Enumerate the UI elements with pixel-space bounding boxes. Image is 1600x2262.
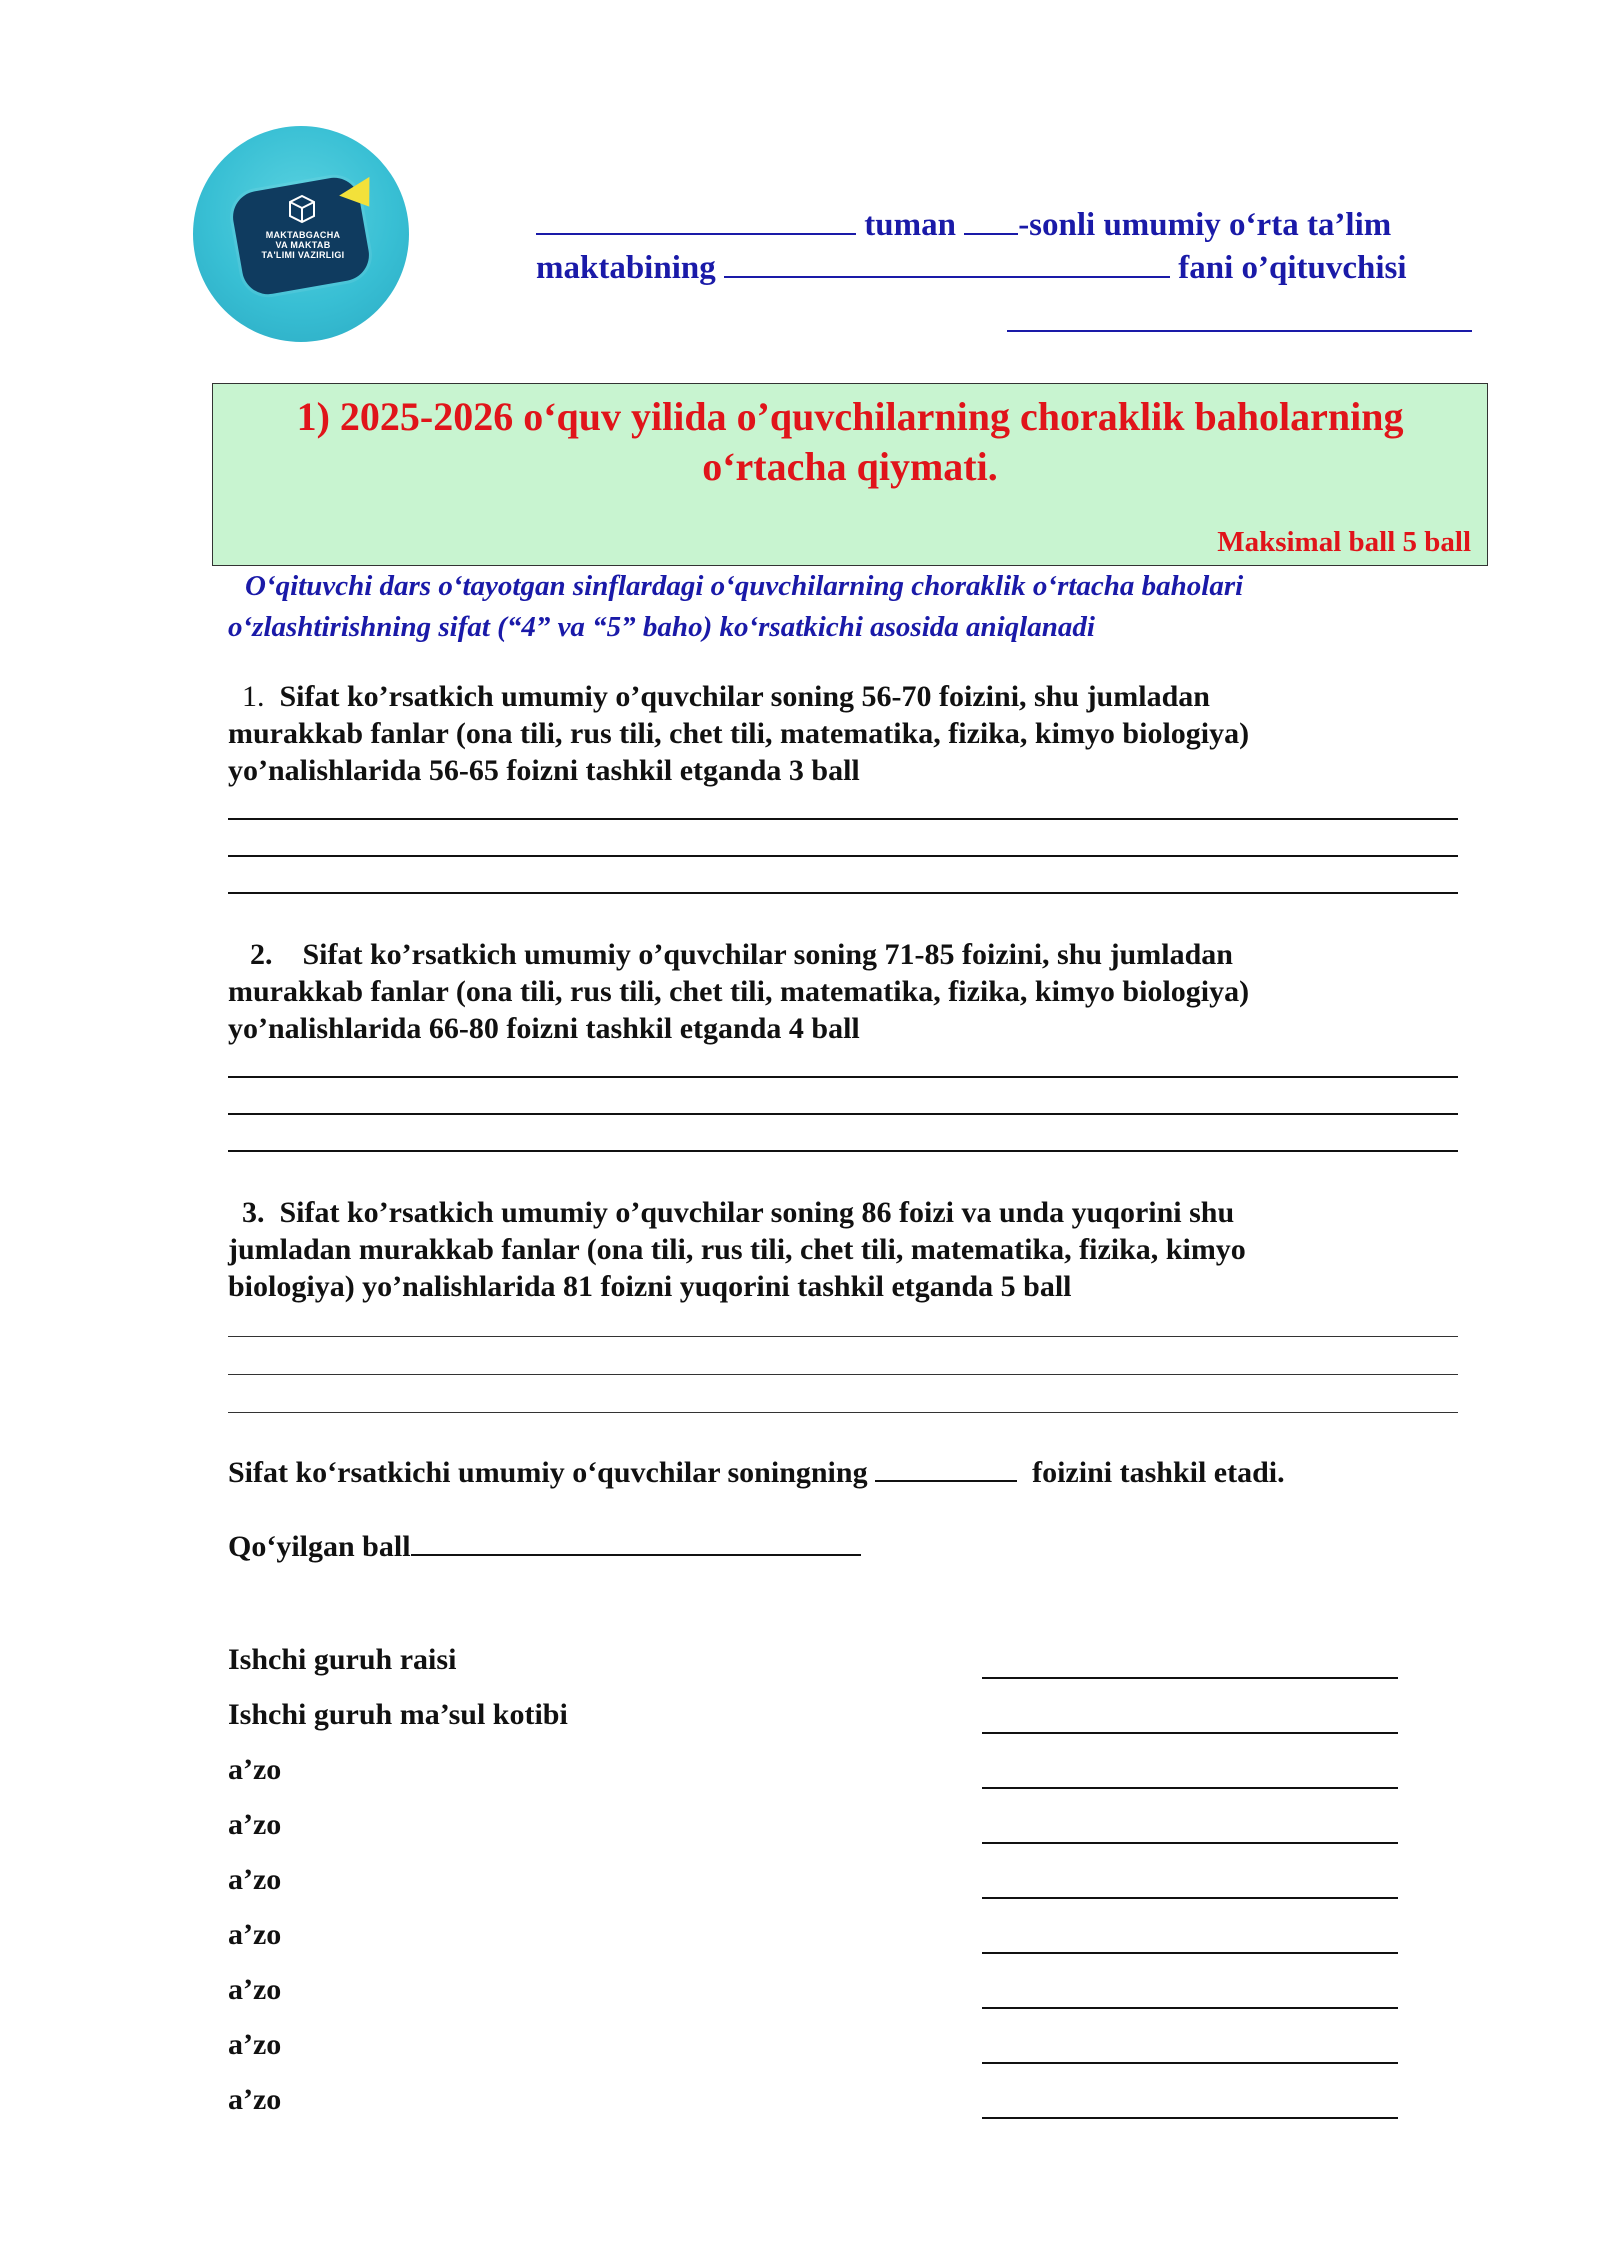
score-blank[interactable] bbox=[411, 1532, 861, 1556]
criterion-title-line: 1) 2025-2026 o‘quv yilida o’quvchilarning choraklik baholarning bbox=[296, 394, 1404, 439]
subject-blank[interactable] bbox=[724, 250, 1170, 278]
logo-text-line: MAKTABGACHA bbox=[265, 230, 341, 240]
item-line: yo’nalishlarida 56-65 foizni tashkil etganda 3 ball bbox=[228, 754, 860, 787]
answer-line[interactable] bbox=[228, 818, 1458, 820]
signature-label-member: a’zo bbox=[228, 1918, 282, 1951]
district-blank[interactable] bbox=[536, 207, 856, 235]
item-number: 1. bbox=[242, 680, 265, 713]
quality-suffix: foizini tashkil etadi. bbox=[1032, 1456, 1285, 1489]
signature-label-member: a’zo bbox=[228, 1753, 282, 1786]
intro-line: O‘qituvchi dars o‘tayotgan sinflardagi o‘quvchilarning choraklik o‘rtacha baholari bbox=[245, 570, 1244, 602]
criterion-item-3 bbox=[228, 1194, 1388, 1305]
item-line: Sifat ko’rsatkich umumiy o’quvchilar soning 71-85 foizini, shu jumladan bbox=[302, 938, 1233, 971]
item-number: 2. bbox=[250, 938, 273, 971]
signature-line[interactable] bbox=[982, 2007, 1398, 2009]
signature-label-member: a’zo bbox=[228, 1863, 282, 1896]
answer-line[interactable] bbox=[228, 1412, 1458, 1413]
signature-label-secretary: Ishchi guruh ma’sul kotibi bbox=[228, 1698, 568, 1731]
header-teacher: fani o’qituvchisi bbox=[1178, 250, 1407, 286]
quality-percent-row bbox=[228, 1456, 1285, 1490]
intro-line: o‘zlashtirishning sifat (“4” va “5” baho) ko‘rsatkichi asosida aniqlanadi bbox=[228, 611, 1095, 643]
signature-line[interactable] bbox=[982, 2062, 1398, 2064]
signature-line[interactable] bbox=[982, 2117, 1398, 2119]
header-tuman: tuman bbox=[864, 207, 956, 243]
max-score: Maksimal ball 5 ball bbox=[1217, 526, 1471, 558]
intro-text bbox=[228, 566, 1488, 648]
item-line: jumladan murakkab fanlar (ona tili, rus tili, chet tili, matematika, fizika, kimyo bbox=[228, 1233, 1246, 1266]
item-line: biologiya) yo’nalishlarida 81 foizni yuqorini tashkil etganda 5 ball bbox=[228, 1270, 1072, 1303]
logo-text-line: TA'LIMI VAZIRLIGI bbox=[261, 250, 345, 260]
header-line-1 bbox=[536, 207, 1391, 244]
item-line: murakkab fanlar (ona tili, rus tili, chet tili, matematika, fizika, kimyo biologiya) bbox=[228, 717, 1250, 750]
header-line-2 bbox=[536, 250, 1407, 287]
signature-line[interactable] bbox=[982, 1732, 1398, 1734]
item-line: yo’nalishlarida 66-80 foizni tashkil etganda 4 ball bbox=[228, 1012, 860, 1045]
answer-line[interactable] bbox=[228, 1374, 1458, 1375]
signature-line[interactable] bbox=[982, 1897, 1398, 1899]
item-line: Sifat ko’rsatkich umumiy o’quvchilar soning 86 foizi va unda yuqorini shu bbox=[279, 1196, 1235, 1229]
signature-line[interactable] bbox=[982, 1677, 1398, 1679]
criterion-title-line: o‘rtacha qiymati. bbox=[702, 444, 998, 489]
answer-line[interactable] bbox=[228, 892, 1458, 894]
score-label: Qo‘yilgan ball bbox=[228, 1530, 411, 1563]
signature-line[interactable] bbox=[982, 1787, 1398, 1789]
signature-label-member: a’zo bbox=[228, 2083, 282, 2116]
criterion-box bbox=[212, 383, 1488, 566]
quality-label: Sifat ko‘rsatkichi umumiy o‘quvchilar soningning bbox=[228, 1456, 868, 1489]
signature-line[interactable] bbox=[982, 1842, 1398, 1844]
signature-label-member: a’zo bbox=[228, 1973, 282, 2006]
criterion-item-2 bbox=[228, 936, 1388, 1047]
quality-percent-blank[interactable] bbox=[875, 1458, 1017, 1482]
logo-text-line: VA MAKTAB bbox=[275, 240, 331, 250]
answer-line[interactable] bbox=[228, 1150, 1458, 1152]
header-school-type: -sonli umumiy o‘rta ta’lim bbox=[1018, 207, 1392, 243]
answer-line[interactable] bbox=[228, 1336, 1458, 1337]
answer-line[interactable] bbox=[228, 855, 1458, 857]
criterion-title bbox=[213, 392, 1487, 492]
signature-label-member: a’zo bbox=[228, 2028, 282, 2061]
item-line: Sifat ko’rsatkich umumiy o’quvchilar soning 56-70 foizini, shu jumladan bbox=[279, 680, 1210, 713]
item-number: 3. bbox=[242, 1196, 265, 1229]
answer-line[interactable] bbox=[228, 1113, 1458, 1115]
item-line: murakkab fanlar (ona tili, rus tili, chet tili, matematika, fizika, kimyo biologiya) bbox=[228, 975, 1250, 1008]
signature-label-member: a’zo bbox=[228, 1808, 282, 1841]
signature-label-chair: Ishchi guruh raisi bbox=[228, 1643, 457, 1676]
teacher-name-blank[interactable] bbox=[1007, 330, 1472, 332]
signature-line[interactable] bbox=[982, 1952, 1398, 1954]
score-row bbox=[228, 1530, 861, 1564]
ministry-logo bbox=[193, 126, 409, 342]
book-cube-icon bbox=[288, 194, 316, 224]
school-number-blank[interactable] bbox=[964, 207, 1018, 235]
logo-text bbox=[241, 230, 365, 260]
header-maktabining: maktabining bbox=[536, 250, 716, 286]
criterion-item-1 bbox=[228, 678, 1388, 789]
answer-line[interactable] bbox=[228, 1076, 1458, 1078]
